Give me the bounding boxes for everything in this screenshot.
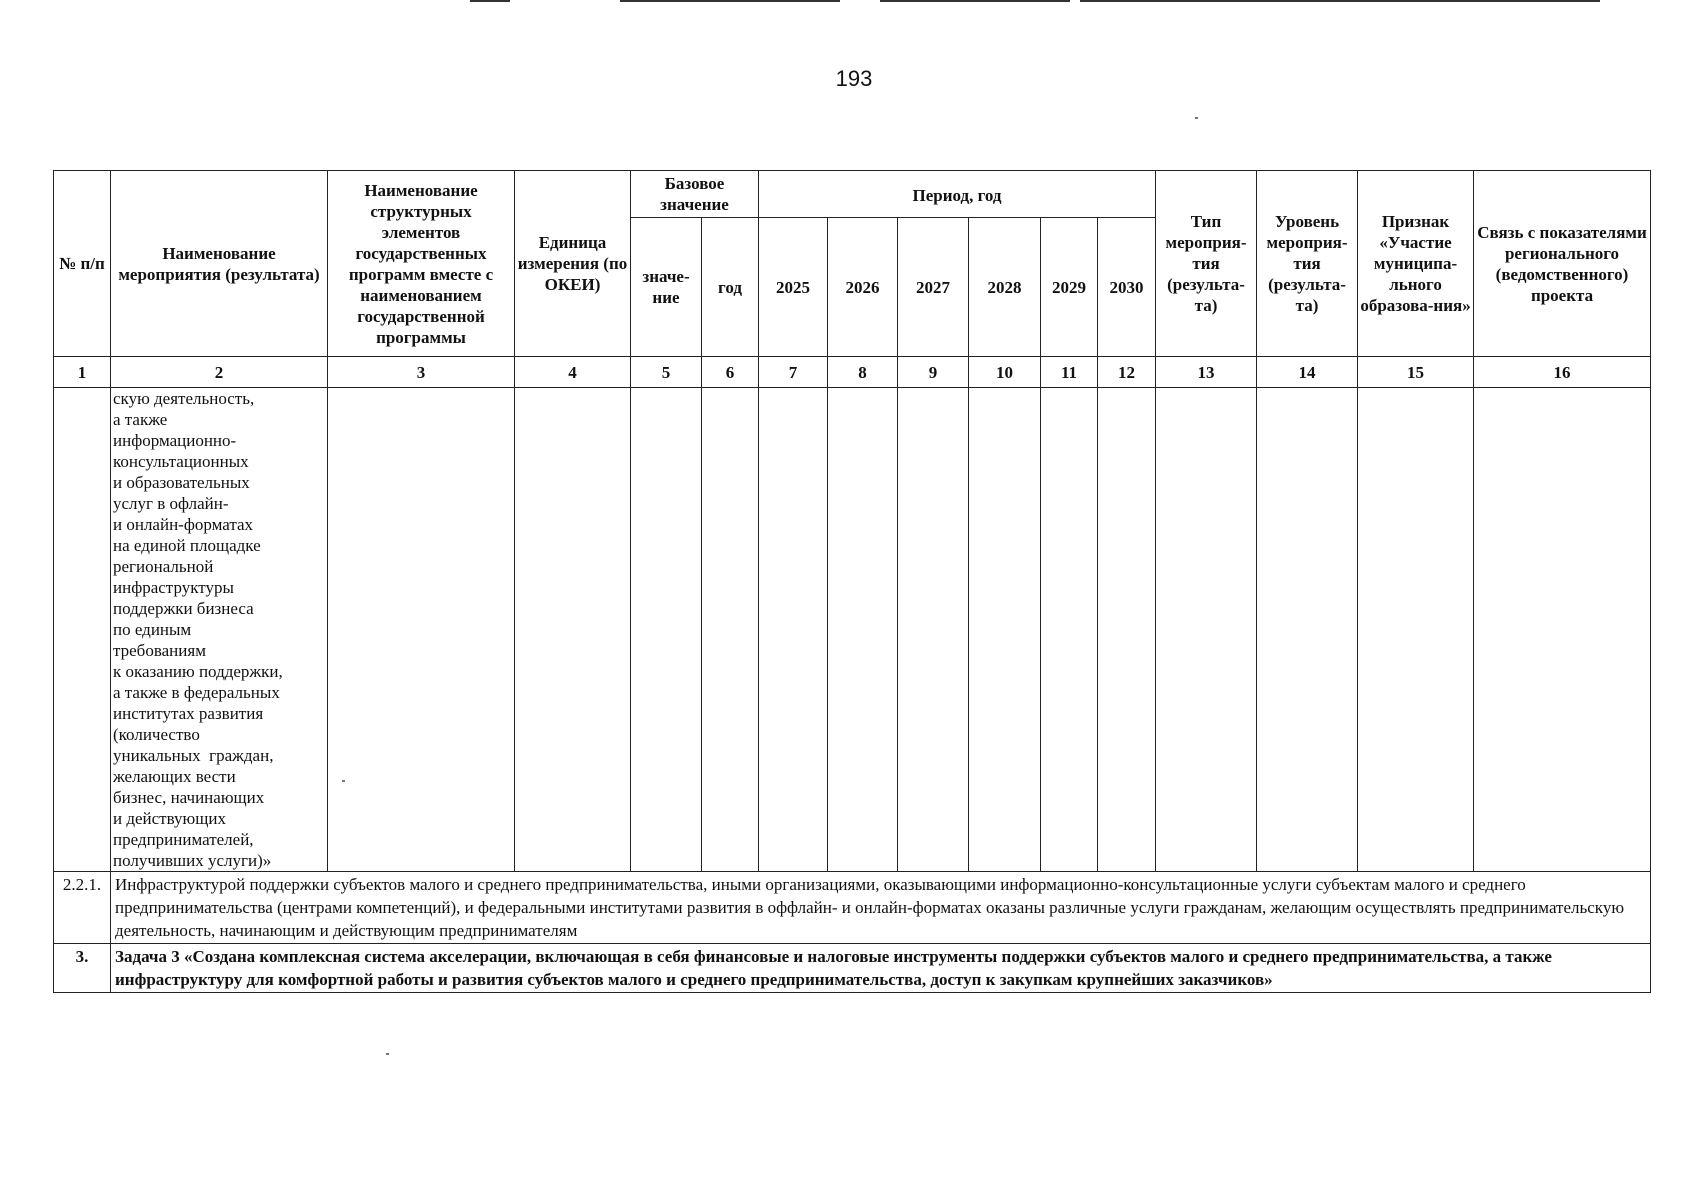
measure-name-line: требованиям (113, 641, 206, 660)
measure-name-line: институтах развития (113, 704, 264, 723)
page-number: 193 (835, 66, 873, 91)
column-number: 16 (1474, 357, 1651, 388)
measure-name-line: скую деятельность, (113, 389, 255, 408)
scan-edge-mark (470, 0, 510, 2)
task-row-3 (54, 944, 1651, 993)
measure-name-line: уникальных граждан, (113, 746, 274, 765)
measure-name-line: поддержки бизнеса (113, 599, 254, 618)
measure-name-line: (количество (113, 725, 200, 744)
empty-cell (1041, 388, 1098, 872)
measure-name-line: на единой площадке (113, 536, 261, 555)
column-number: 1 (54, 357, 111, 388)
scan-speck (386, 1053, 389, 1055)
header-base-value: значе-ние (631, 218, 702, 357)
scan-edge-mark (1080, 0, 1600, 2)
column-number: 9 (898, 357, 969, 388)
column-number: 4 (515, 357, 631, 388)
empty-cell (898, 388, 969, 872)
header-municipal: Признак «Участие муниципа-льного образова-ния» (1358, 171, 1474, 357)
column-number: 6 (702, 357, 759, 388)
header-year: 2025 (759, 218, 828, 357)
measure-name-line: региональной (113, 557, 214, 576)
empty-cell (1474, 388, 1651, 872)
column-number: 8 (828, 357, 898, 388)
header-link: Связь с показателями регионального (ведомственного) проекта (1474, 171, 1651, 357)
measure-name-line: желающих вести (113, 767, 236, 786)
header-year: 2030 (1098, 218, 1156, 357)
measure-name-continued (111, 388, 328, 872)
empty-cell (1098, 388, 1156, 872)
header-num: № п/п (54, 171, 111, 357)
measure-name-line: а также (113, 410, 168, 429)
header-period: Период, год (759, 171, 1156, 218)
empty-cell (759, 388, 828, 872)
row-number: 3. (54, 944, 111, 993)
empty-cell (631, 388, 702, 872)
empty-cell (702, 388, 759, 872)
measure-name-line: и образовательных (113, 473, 250, 492)
measure-name-line: бизнес, начинающих (113, 788, 265, 807)
empty-cell (1257, 388, 1358, 872)
scan-edge-mark (880, 0, 1070, 2)
header-name: Наименование мероприятия (результата) (111, 171, 328, 357)
scan-edge-mark (620, 0, 840, 2)
measure-name-line: консультационных (113, 452, 249, 471)
empty-cell (54, 388, 111, 872)
measure-name-line: инфраструктуры (113, 578, 234, 597)
header-year: 2026 (828, 218, 898, 357)
header-base-year: год (702, 218, 759, 357)
header-base: Базовое значение (631, 171, 759, 218)
result-description: Инфраструктурой поддержки субъектов малого и среднего предпринимательства, иными организациями, оказывающими информационно-консультационные услуги субъектам малого и среднего предпринимательства (центрами компетенций), и федеральными институтами развития в оффлайн- и онлайн-форматах оказаны различные услуги гражданам, желающим осуществлять предпринимательскую деятельность, начинающим и действующим предпринимателям (111, 872, 1651, 944)
column-number-row (54, 357, 1651, 388)
continued-measure-row (54, 388, 1651, 872)
measure-name-line: к оказанию поддержки, (113, 662, 283, 681)
measure-name-line: по единым (113, 620, 192, 639)
column-number: 2 (111, 357, 328, 388)
scan-speck (1195, 117, 1198, 119)
task-description: Задача 3 «Создана комплексная система акселерации, включающая в себя финансовые и налоговые инструменты поддержки субъектов малого и среднего предпринимательства, а также инфраструктуру для комфортной работы и развития субъектов малого и среднего предпринимательства, доступ к закупкам крупнейших заказчиков» (111, 944, 1651, 993)
measure-name-line: услуг в офлайн- (113, 494, 229, 513)
column-number: 11 (1041, 357, 1098, 388)
empty-cell (515, 388, 631, 872)
empty-cell (328, 388, 515, 872)
header-year: 2028 (969, 218, 1041, 357)
empty-cell (969, 388, 1041, 872)
header-unit: Единица измерения (по ОКЕИ) (515, 171, 631, 357)
measure-name-line: информационно- (113, 431, 237, 450)
column-number: 14 (1257, 357, 1358, 388)
column-number: 15 (1358, 357, 1474, 388)
measure-name-line: а также в федеральных (113, 683, 280, 702)
empty-cell (1358, 388, 1474, 872)
column-number: 12 (1098, 357, 1156, 388)
column-number: 10 (969, 357, 1041, 388)
measure-name-line: получивших услуги)» (113, 851, 272, 870)
column-number: 5 (631, 357, 702, 388)
header-year: 2029 (1041, 218, 1098, 357)
column-number: 3 (328, 357, 515, 388)
header-level: Уровень мероприя-тия (результа-та) (1257, 171, 1358, 357)
measures-table (53, 170, 1651, 993)
measure-name-line: предпринимателей, (113, 830, 254, 849)
header-year: 2027 (898, 218, 969, 357)
result-row-2-2-1 (54, 872, 1651, 944)
empty-cell (1156, 388, 1257, 872)
measure-name-lines (113, 388, 325, 871)
header-struct: Наименование структурных элементов государственных программ вместе с наименованием государственной программы (328, 171, 515, 357)
empty-cell (828, 388, 898, 872)
measure-name-line: и онлайн-форматах (113, 515, 254, 534)
column-number: 13 (1156, 357, 1257, 388)
row-number: 2.2.1. (54, 872, 111, 944)
header-type: Тип мероприя-тия (результа-та) (1156, 171, 1257, 357)
column-number: 7 (759, 357, 828, 388)
measure-name-line: и действующих (113, 809, 226, 828)
